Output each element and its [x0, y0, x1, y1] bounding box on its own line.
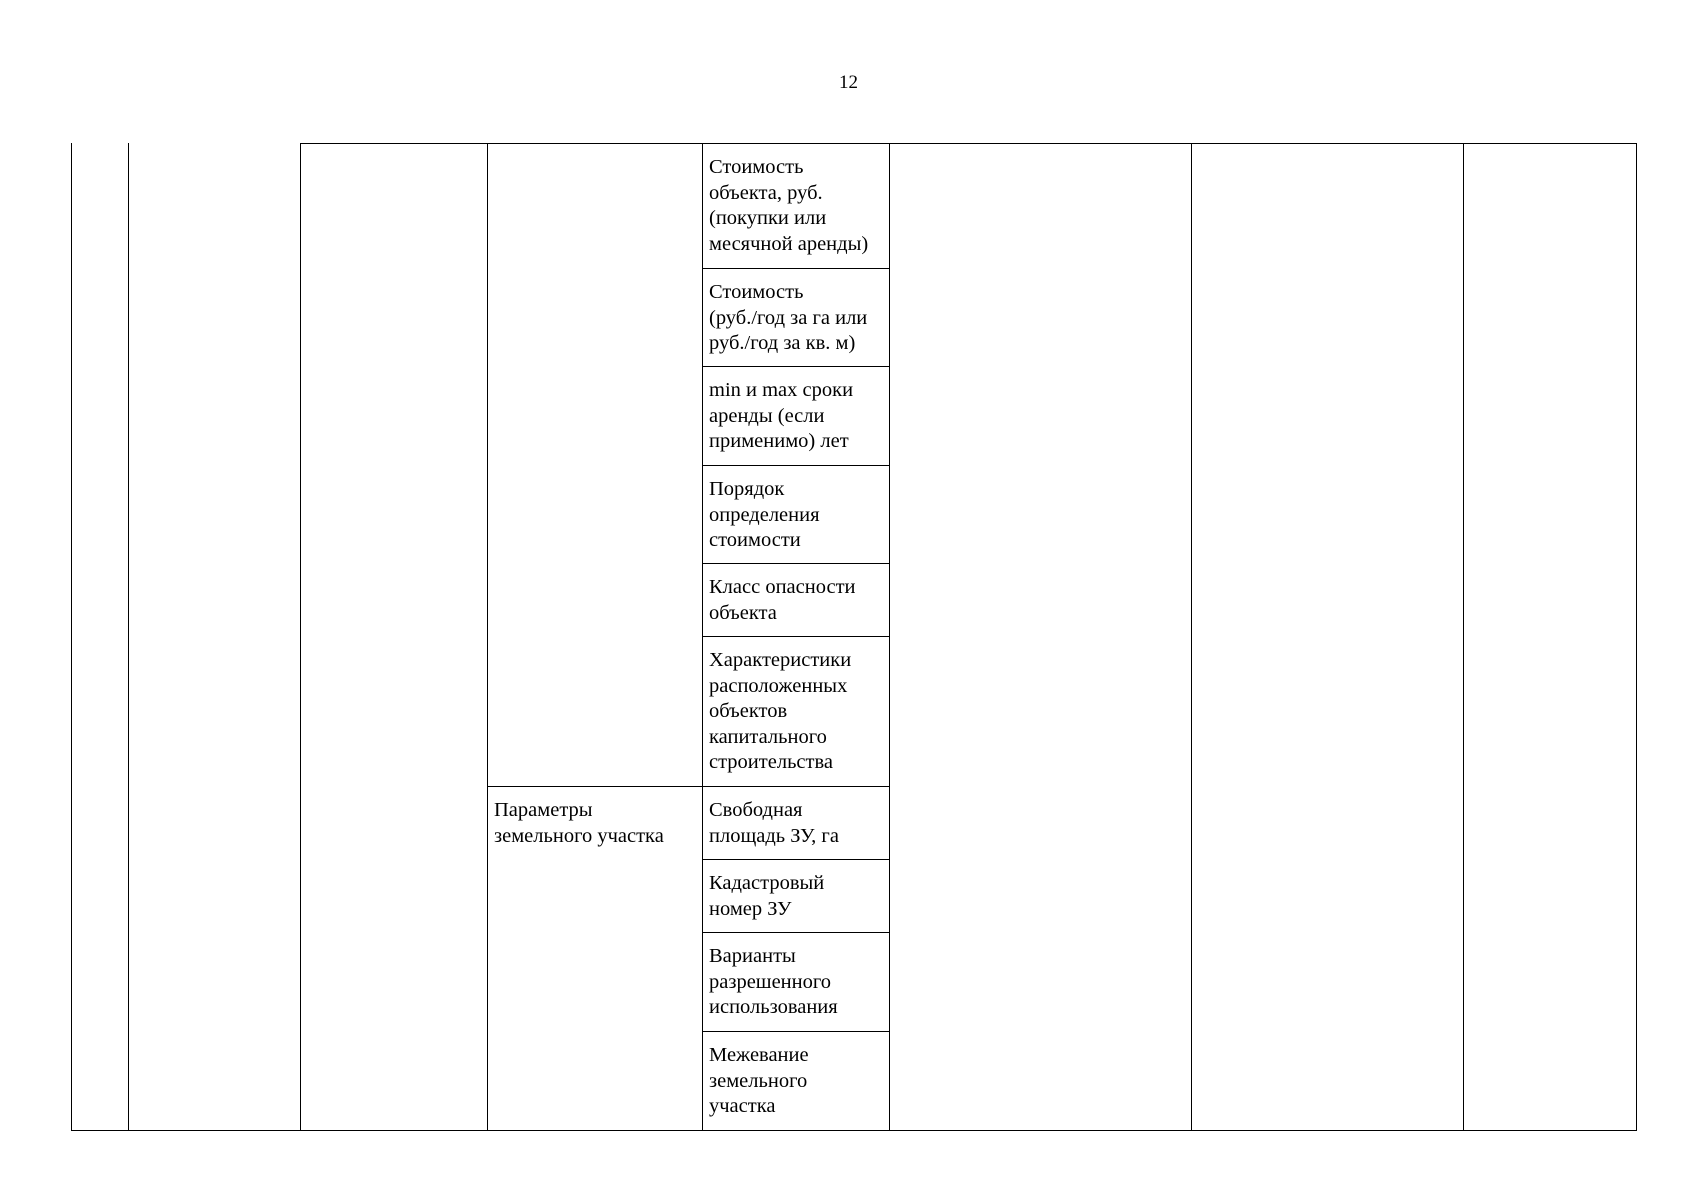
table-row-divider	[702, 1031, 890, 1032]
table-row-divider	[702, 268, 890, 269]
table-cell: Кадастровый номер ЗУ	[709, 872, 825, 920]
table-border-left	[71, 143, 72, 1130]
table-row-divider	[487, 786, 890, 787]
table-cell: Стоимость (руб./год за га или руб./год за кв. м)	[709, 281, 868, 354]
page-number: 12	[839, 72, 858, 93]
table-border-bottom	[71, 1130, 1637, 1131]
table-column-divider	[1463, 143, 1464, 1130]
table-column-divider	[128, 143, 129, 1130]
table-row-divider	[702, 859, 890, 860]
table-column-divider	[487, 143, 488, 1130]
table-row-divider	[702, 465, 890, 466]
table-cell: Стоимость объекта, руб. (покупки или месячной аренды)	[709, 156, 869, 255]
table-cell: Характеристики расположенных объектов капитального строительства	[709, 649, 852, 773]
table-row-divider	[702, 366, 890, 367]
table-cell: Класс опасности объекта	[709, 576, 856, 624]
table-row-divider	[702, 563, 890, 564]
table-column-divider	[1191, 143, 1192, 1130]
table-cell: Порядок определения стоимости	[709, 478, 820, 551]
table-cell: Параметры земельного участка	[494, 799, 664, 847]
table-row-divider	[702, 636, 890, 637]
table-cell: Межевание земельного участка	[709, 1044, 809, 1117]
table-border-right	[1636, 143, 1637, 1130]
table-column-divider	[300, 143, 301, 1130]
table-cell: Варианты разрешенного использования	[709, 945, 838, 1018]
table-cell: min и max сроки аренды (если применимо) лет	[709, 379, 854, 452]
table-row-divider	[702, 932, 890, 933]
table-cell: Свободная площадь ЗУ, га	[709, 799, 839, 847]
table-border-top	[300, 143, 1637, 144]
